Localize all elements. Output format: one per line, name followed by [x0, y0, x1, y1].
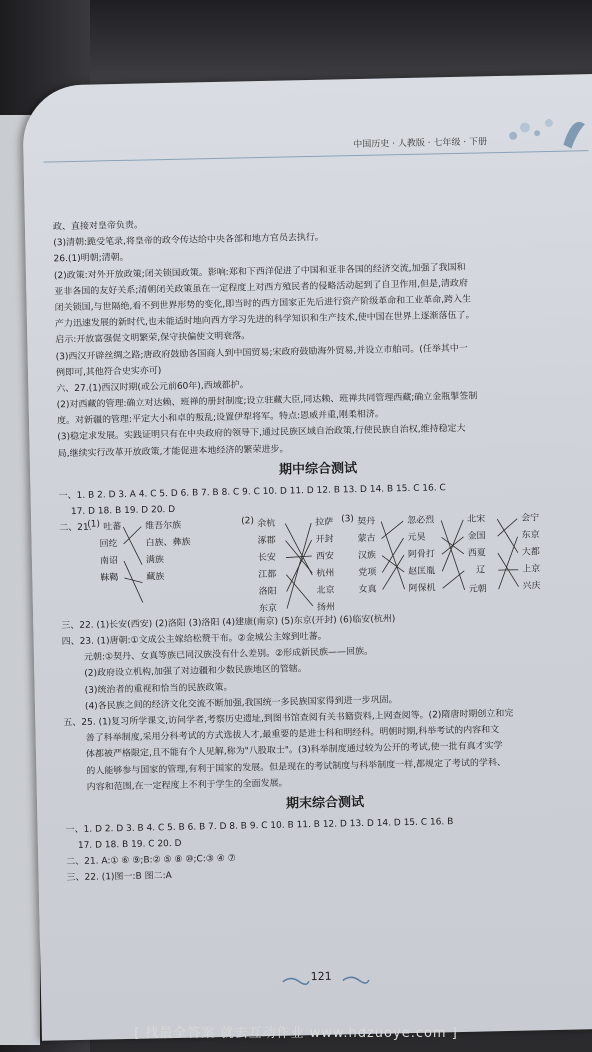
text-line: (3)统治者的重视和恰当的民族政策。 — [84, 682, 233, 696]
match-item: 蒙古 — [357, 533, 376, 544]
match-item: 南诏 — [99, 555, 119, 567]
q21-1-label: (1) — [87, 519, 101, 530]
midterm-mc-line-2: 17. D 18. B 19. D 20. D — [70, 504, 176, 517]
text-line: 善了科举制度,采用分科考试的方式选拔人才,最重要的是进士科和明经科。明朝时期,科举考试的内容和文 — [85, 725, 500, 744]
match-item: 忽必烈 — [407, 515, 435, 526]
midterm-title: 期中综合测试 — [278, 460, 358, 478]
text-line: (4)各民族之间的经济文化交流不断加强,我国统一多民族国家得到进一步巩固。 — [84, 695, 398, 712]
match-item: 辽 — [476, 565, 486, 576]
text-line: (2)对西藏的管理:确立对达赖、班禅的册封制度;设立驻藏大臣,同达赖、班禅共同管理西藏;确立金瓶掣签制 — [56, 391, 478, 411]
text-line: 26.(1)明朝;清朝。 — [53, 253, 129, 265]
match-item: 阿骨打 — [407, 549, 436, 560]
text-line: 例即可,其他符合史实亦可) — [55, 365, 162, 379]
match-item: 上京 — [522, 564, 541, 575]
match-item: 余杭 — [257, 518, 276, 529]
midterm-mc-line-1: 一、1. B 2. D 3. A 4. C 5. D 6. B 7. B 8. C 9. C 10. D 11. D 12. B 13. D 14. B 15. C 16. C — [58, 483, 446, 502]
match-item: 党项 — [358, 567, 377, 578]
text-line: (2)政策:对外开放政策;闭关锁国政策。影响:郑和下西洋促进了中国和亚非各国的经济交流,加强了我国和 — [53, 262, 466, 281]
document-page — [22, 74, 592, 1041]
match-item: 东京 — [521, 530, 540, 541]
match-item: 开封 — [315, 534, 334, 545]
match-item: 东京 — [258, 603, 278, 614]
page-number: 121 — [310, 969, 332, 984]
page-header-title: 中国历史 · 人教版 · 七年级 · 下册 — [353, 137, 488, 151]
match-item: 满族 — [145, 554, 165, 566]
match-item: 会宁 — [521, 513, 540, 524]
final-title: 期末综合测试 — [285, 794, 365, 812]
text-line: 四、23. (1)唐朝:①文成公主嫁给松赞干布。②金城公主嫁到吐蕃。 — [61, 631, 327, 648]
text-line: 的人能够参与国家的管理,有利于国家的发展。但是现在的考试制度与科举制度一样,都规定了考试的学科、 — [86, 757, 507, 777]
match-item: 元朝 — [468, 584, 487, 595]
text-line: (3)清朝:跪受笔录,将皇帝的政令传达给中央各部和地方官员去执行。 — [53, 232, 325, 249]
match-item: 兴庆 — [522, 581, 541, 592]
match-item: 涿郡 — [257, 535, 276, 546]
match-item: 契丹 — [357, 516, 376, 527]
text-line: 政、直接对皇帝负责。 — [52, 220, 144, 233]
text-line: 启示:开放富强促文明繁荣,保守抉偏使文明衰落。 — [55, 331, 251, 346]
text-line: (2)政府设立机构,加强了对边疆和少数民族地区的管辖。 — [84, 664, 308, 680]
match-item: 拉萨 — [315, 517, 334, 528]
text-line: 五、25. (1)复习所学课文,访问学者,考察历史遗址,到图书馆查阅有关书籍资料,上网查阅等。(2)隋唐时期创立和完 — [63, 708, 514, 729]
match-item: 杭州 — [316, 568, 335, 579]
match-item: 回纥 — [99, 538, 118, 550]
match-item: 阿保机 — [408, 583, 436, 594]
text-line: 度。对新疆的管理:平定大小和卓的叛乱;设置伊犁将军。特点:恩威并重,刚柔相济。 — [56, 409, 385, 427]
header-decoration-icon — [493, 104, 592, 156]
match-item: 汉族 — [357, 550, 377, 561]
match-item: 维吾尔族 — [145, 520, 182, 532]
final-mc-line-1: 一、1. D 2. D 3. B 4. C 5. B 6. B 7. D 8. B 9. C 10. B 11. B 12. D 13. D 14. D 15. C 16. B — [65, 817, 454, 836]
midterm-q22: 三、22. (1)长安(西安) (2)洛阳 (3)洛阳 (4)建康(南京) (5)东京(开封) (6)临安(杭州) — [61, 614, 396, 632]
match-item: 北宋 — [467, 514, 486, 525]
text-line: 元朝:①契丹、女真等族已同汉族没有什么差别。②形成新民族——回族。 — [83, 646, 374, 664]
text-line: 六、27.(1)西汉时期(或公元前60年),西域都护。 — [56, 380, 249, 395]
match-item: 白族、彝族 — [145, 537, 191, 549]
text-line: 闭关锁国,与世隔绝,看不到世界形势的变化,即当时的西方国家正先后进行资产阶级革命和工业革命,跨入生 — [54, 294, 472, 314]
matching-question-21 — [59, 509, 581, 618]
final-mc-line-2: 17. D 18. B 19. C 20. D — [77, 838, 182, 851]
text-line: 体都被严格限定,且不能有个人见解,称为"八股取士"。(3)科举制度通过较为公开的考试,使一批有真才实学 — [85, 741, 503, 761]
text-line: 局,继续实行改革开放政策,才能促进本地经济的繁荣进步。 — [57, 444, 289, 459]
text-line: 亚非各国的友好关系;清朝闭关政策虽在一定程度上对西方殖民者的侵略活动起到了自卫作用,但是,清政府 — [54, 278, 469, 298]
match-item: 西夏 — [467, 548, 487, 559]
match-item: 吐蕃 — [103, 521, 122, 533]
match-item: 藏族 — [146, 571, 165, 583]
match-item: 赵匡胤 — [408, 566, 436, 577]
header-rule — [44, 150, 589, 162]
match-item: 北京 — [316, 585, 335, 596]
text-line: 产力迅速发展的新时代,也未能适时地向西方学习先进的科学知识和生产技术,使中国在世界上逐渐落伍了。 — [54, 310, 475, 330]
q21-3-label: (3) — [341, 513, 354, 525]
text-line: 内容和范围,在一定程度上不利于学生的全面发展。 — [86, 778, 288, 793]
match-item: 洛阳 — [258, 586, 277, 597]
text-line: (3)西汉开辟丝绸之路;唐政府鼓励各国商人到中国贸易;宋政府鼓励海外贸易,并设立市舶司。(任举其中一 — [55, 343, 468, 362]
answer-content — [53, 208, 587, 886]
match-item: 大都 — [521, 547, 540, 558]
match-item: 靺鞨 — [100, 572, 119, 584]
final-q21: 二、21. A:① ⑥ ⑨;B:② ⑤ ⑧ ⑩;C:③ ④ ⑦ — [66, 853, 236, 868]
match-item: 西安 — [315, 551, 335, 562]
q21-label: 二、21. — [59, 522, 92, 534]
match-item: 江都 — [258, 569, 277, 580]
text-line: (3)稳定求发展。实践证明只有在中央政府的领导下,通过民族区域自治政策,行使民族自治权,维持稳定大 — [57, 424, 466, 443]
match-item: 女真 — [358, 584, 377, 595]
match-item: 长安 — [257, 552, 277, 563]
match-item: 扬州 — [316, 602, 336, 613]
final-q22: 三、22. (1)图一:B 图二:A — [66, 871, 172, 884]
watermark-text: [ 找最全答案 就去互动作业 www.hdzuoye.com ] — [134, 1026, 458, 1041]
match-item: 金国 — [467, 531, 486, 542]
match-item: 元昊 — [407, 532, 426, 543]
q21-2-label: (2) — [241, 516, 255, 527]
section-prev-answers — [53, 208, 578, 462]
